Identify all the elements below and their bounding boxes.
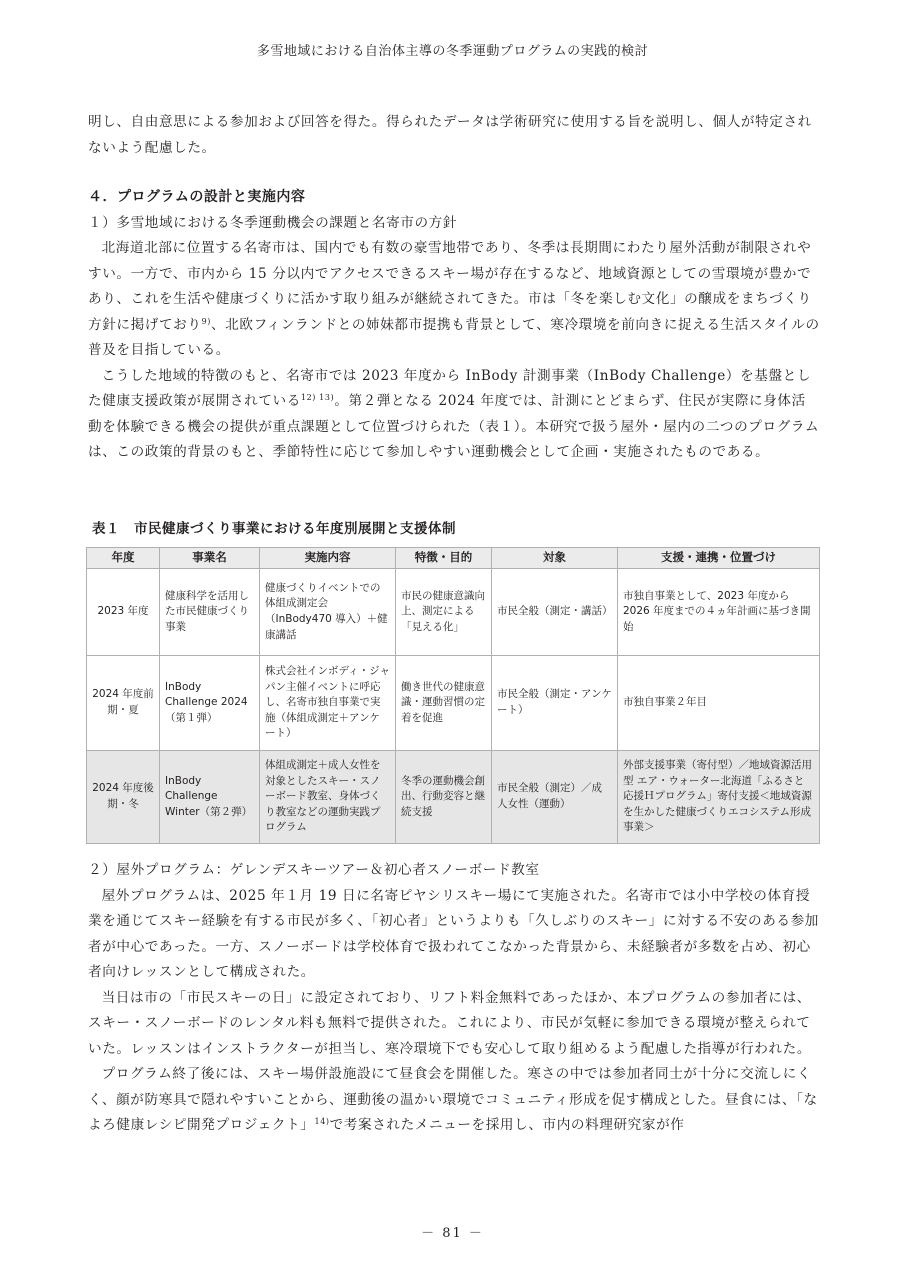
table-caption: 表１ 市民健康づくり事業における年度別展開と支援体制: [92, 521, 456, 537]
table-row: [87, 751, 820, 844]
table-1: [86, 547, 820, 844]
column-header: 特徴・目的: [396, 548, 492, 569]
column-header: 事業名: [160, 548, 260, 569]
cell-content: 健康づくりイベントでの体組成測定会（InBody470 導入）＋健康講話: [260, 569, 396, 656]
cell-target: 市民全般（測定・講話）: [492, 569, 618, 656]
cell-name: InBody Challenge Winter（第２弾）: [160, 751, 260, 844]
paragraph: [88, 236, 820, 364]
text-span: で考案されたメニューを採用し、市内の料理研究家が作: [329, 1117, 685, 1133]
text-span: プログラム終了後には、スキー場併設施設にて昼食会を開催した。寒さの中では参加者同士が十分に交流しにくく、顔が防寒具で隠れやすいことから、運動後の温かい環境でコミュニティ形成を促す構成とした。昼食には、「なよろ健康レシピ開発プロジェクト」: [88, 1066, 818, 1133]
column-header: 年度: [87, 548, 160, 569]
text-span: 、北欧フィンランドとの姉妹都市提携も背景として、寒冷環境を前向きに捉える生活スタイルの普及を目指している。: [88, 316, 820, 358]
paragraph: 屋外プログラムは、2025 年１月 19 日に名寄ピヤシリスキー場にて実施された。名寄市では小中学校の体育授業を通じてスキー経験を有する市民が多く、「初心者」というよりも「久しぶりのスキー」に対する不安のある参加者が中心であった。一方、スノーボードは学校体育で扱われてこなかった背景から、未経験者が多数を占め、初心者向けレッスンとして構成された。: [88, 887, 819, 980]
cell-year: 2024 年度前期・夏: [87, 656, 160, 751]
paragraph: 当日は市の「市民スキーの日」に設定されており、リフト料金無料であったほか、本プログラムの参加者には、スキー・スノーボードのレンタル料も無料で提供された。これにより、市民が気軽に参加できる環境が整えられていた。レッスンはインストラクターが担当し、寒冷環境下でも安心して取り組めるよう配慮した指導が行われた。: [88, 989, 812, 1057]
text-span: 北海道北部に位置する名寄市は、国内でも有数の豪雪地帯であり、冬季は長期間にわたり屋外活動が制限されやすい。一方で、市内から 15 分以内でアクセスできるスキー場が存在するなど、地域資源としての雪環境が豊かであり、これを生活や健康づくりに活かす取り組みが継続されてきた。市は「冬を楽しむ文化」の醸成をまちづくり方針に掲げており: [88, 240, 812, 333]
column-header: 実施内容: [260, 548, 396, 569]
paragraph: 明し、自由意思による参加および回答を得た。得られたデータは学術研究に使用する旨を説明し、個人が特定されないよう配慮した。: [88, 114, 812, 156]
text-span: 。第２弾となる 2024 年度では、計測にとどまらず、住民が実際に身体活動を体験できる機会の提供が重点課題として位置づけられた（表１）。本研究で扱う屋外・屋内の二つのプログラムは、この政策的背景のもと、季節特性に応じて参加しやすい運動機会として企画・実施されたものである。: [88, 393, 820, 460]
paragraph: [88, 1062, 820, 1139]
cell-target: 市民全般（測定・アンケート）: [492, 656, 618, 751]
citation-ref: 12) 13): [300, 393, 335, 402]
running-header: 多雪地域における自治体主導の冬季運動プログラムの実践的検討: [256, 44, 649, 59]
cell-support: 市独自事業２年目: [618, 656, 820, 751]
citation-ref: 14): [314, 1117, 330, 1126]
cell-purpose: 冬季の運動機会創出、行動変容と継続支援: [396, 751, 492, 844]
column-header: 対象: [492, 548, 618, 569]
cell-support: 市独自事業として、2023 年度から 2026 年度までの４ヵ年計画に基づき開始: [618, 569, 820, 656]
cell-target: 市民全般（測定）／成人女性（運動）: [492, 751, 618, 844]
cell-year: 2024 年度後期・冬: [87, 751, 160, 844]
cell-name: InBody Challenge 2024（第１弾）: [160, 656, 260, 751]
text-span: こうした地域的特徴のもと、名寄市では 2023 年度から InBody 計測事業（InBody Challenge）を基盤とした健康支援政策が展開されている: [88, 367, 812, 409]
cell-content: 株式会社インボディ・ジャパン主催イベントに呼応し、名寄市独自事業で実施（体組成測定＋アンケート）: [260, 656, 396, 751]
page-number: － 81 －: [421, 1226, 484, 1241]
cell-content: 体組成測定＋成人女性を対象としたスキー・スノーボード教室、身体づくり教室などの運動実践プログラム: [260, 751, 396, 844]
subsection-heading-2: ２）屋外プログラム：ゲレンデスキーツアー＆初心者スノーボード教室: [88, 862, 540, 878]
section-4: [88, 185, 820, 466]
column-header: 支援・連携・位置づけ: [618, 548, 820, 569]
cell-year: 2023 年度: [87, 569, 160, 656]
intro-paragraph: [88, 110, 820, 161]
subsection-2: [88, 858, 820, 1139]
citation-ref: 9): [201, 316, 211, 326]
section-heading: ４．プログラムの設計と実施内容: [88, 189, 306, 205]
table-header-row: [87, 548, 820, 569]
cell-name: 健康科学を活用した市民健康づくり事業: [160, 569, 260, 656]
table-row: [87, 656, 820, 751]
cell-purpose: 働き世代の健康意識・運動習慣の定着を促進: [396, 656, 492, 751]
paragraph: [88, 364, 820, 466]
table-row: [87, 569, 820, 656]
cell-support: 外部支援事業（寄付型）／地域資源活用型 エア・ウォーター北海道「ふるさと応援Ｈプログラム」寄付支援＜地域資源を生かした健康づくりエコシステム形成事業＞: [618, 751, 820, 844]
subsection-heading-1: １）多雪地域における冬季運動機会の課題と名寄市の方針: [88, 214, 458, 231]
cell-purpose: 市民の健康意識向上、測定による「見える化」: [396, 569, 492, 656]
